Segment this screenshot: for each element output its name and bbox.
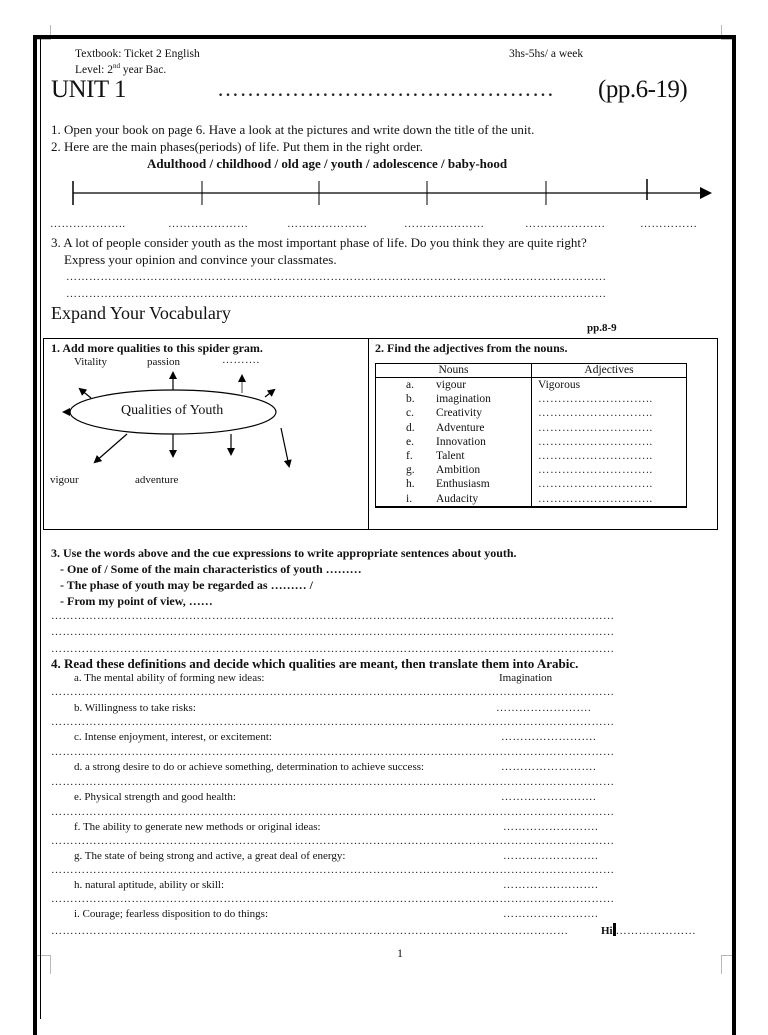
timeline-blank-6[interactable]: ……………: [640, 218, 698, 230]
timeline-blank-1[interactable]: ………………..: [50, 218, 126, 230]
adjective-blank[interactable]: ………………………..: [538, 450, 653, 463]
spider-gram-diagram: [60, 370, 310, 475]
spider-label-vitality: Vitality: [74, 356, 107, 368]
sentence-answer-line-1[interactable]: …………………………………………………………………………………………………………………………………: [51, 610, 615, 622]
definition-g: g. The state of being strong and active, a great deal of energy:: [74, 850, 346, 862]
spider-label-passion: passion: [147, 356, 180, 368]
last-translation-line[interactable]: [51, 923, 711, 937]
translation-line-b[interactable]: …………………………………………………………………………………………………………………………………: [51, 716, 615, 728]
question-2: 2. Here are the main phases(periods) of life. Put them in the right order.: [51, 139, 423, 154]
textbook-label: Textbook: Ticket 2 English: [75, 48, 200, 60]
translation-line-d[interactable]: …………………………………………………………………………………………………………………………………: [51, 776, 615, 788]
adjectives-header: Adjectives: [532, 364, 687, 378]
definition-b: b. Willingness to take risks:: [74, 702, 196, 714]
definition-g-answer[interactable]: …………………….: [503, 850, 599, 862]
spider-label-vigour: vigour: [50, 474, 79, 486]
spider-gram-center-label: Qualities of Youth: [121, 403, 224, 418]
translation-line-g[interactable]: …………………………………………………………………………………………………………………………………: [51, 864, 615, 876]
level-suffix: year Bac.: [120, 63, 167, 76]
page-border-inner-line: [40, 39, 41, 1019]
definition-b-answer[interactable]: …………………….: [496, 702, 592, 714]
life-timeline: [60, 176, 720, 212]
definition-a: a. The mental ability of forming new ideas:: [74, 672, 265, 684]
adjective-blank[interactable]: ………………………..: [538, 464, 653, 477]
spider-label-adventure: adventure: [135, 474, 179, 486]
translation-line-a[interactable]: …………………………………………………………………………………………………………………………………: [51, 686, 615, 698]
sentence-answer-line-3[interactable]: …………………………………………………………………………………………………………………………………: [51, 643, 615, 655]
nouns-column: [376, 378, 532, 507]
definition-e: e. Physical strength and good health:: [74, 791, 236, 803]
typed-text: Hi: [601, 925, 613, 937]
definition-e-answer[interactable]: …………………….: [501, 791, 597, 803]
sentences-instruction: 3. Use the words above and the cue expressions to write appropriate sentences about youth.: [51, 546, 517, 560]
last-line-dots-before: ………………………………………………………………………………………………………………………: [51, 925, 569, 937]
sentence-answer-line-2[interactable]: …………………………………………………………………………………………………………………………………: [51, 626, 615, 638]
noun-row: b. imagination: [406, 393, 491, 406]
adjectives-instruction: 2. Find the adjectives from the nouns.: [375, 341, 568, 355]
definition-i-answer[interactable]: …………………….: [503, 908, 599, 920]
definition-c: c. Intense enjoyment, interest, or excitement:: [74, 731, 272, 743]
timeline-blank-5[interactable]: …………………: [525, 218, 606, 230]
level-prefix: Level: 2: [75, 63, 113, 76]
life-phases-list: Adulthood / childhood / old age / youth / adolescence / baby-hood: [147, 156, 508, 171]
opinion-answer-line-2[interactable]: ……………………………………………………………………………………………………………………………: [66, 288, 607, 300]
translation-line-e[interactable]: …………………………………………………………………………………………………………………………………: [51, 806, 615, 818]
timeline-blank-4[interactable]: …………………: [404, 218, 485, 230]
timeline-blank-3[interactable]: …………………: [287, 218, 368, 230]
spider-gram-instruction: 1. Add more qualities to this spider gram.: [51, 341, 263, 355]
noun-row: e. Innovation: [406, 435, 486, 448]
timeline-blank-2[interactable]: …………………: [168, 218, 249, 230]
question-3: 3. A lot of people consider youth as the most important phase of life. Do you think they are quite right?: [51, 235, 587, 250]
adjective-answer: Vigorous: [538, 379, 581, 391]
definition-d: d. a strong desire to do or achieve something, determination to achieve success:: [74, 761, 425, 773]
definition-a-answer: Imagination: [499, 672, 553, 684]
cue-expression-3: - From my point of view, ……: [60, 594, 213, 608]
noun-row: a. vigour: [406, 379, 467, 391]
vocabulary-box-divider: [368, 338, 369, 530]
noun-row: h. Enthusiasm: [406, 478, 490, 491]
nouns-header: Nouns: [376, 364, 532, 378]
adjective-blank[interactable]: ………………………..: [538, 421, 653, 434]
hours-label: 3hs-5hs/ a week: [509, 48, 584, 60]
adjective-blank[interactable]: ………………………..: [538, 407, 653, 420]
vocabulary-title: Expand Your Vocabulary: [51, 303, 231, 323]
cue-expression-2: - The phase of youth may be regarded as ……… /: [60, 578, 313, 592]
question-3-continued: Express your opinion and convince your classmates.: [64, 252, 337, 267]
unit-title-blank[interactable]: ………………………………………: [217, 76, 555, 101]
level-sup: nd: [113, 62, 120, 70]
adjective-blank[interactable]: ………………………..: [538, 478, 653, 491]
noun-row: g. Ambition: [406, 464, 481, 477]
adjective-blank[interactable]: ………………………..: [538, 393, 653, 406]
noun-row: i. Audacity: [406, 492, 479, 505]
definition-f: f. The ability to generate new methods or original ideas:: [74, 821, 321, 833]
noun-row: f. Talent: [406, 450, 465, 463]
page-number: 1: [397, 946, 403, 960]
definition-f-answer[interactable]: …………………….: [503, 821, 599, 833]
last-line-dots-after: …………………: [615, 925, 697, 937]
definition-d-answer[interactable]: …………………….: [501, 761, 597, 773]
spider-label-blank[interactable]: ……….: [222, 354, 260, 366]
definition-h: h. natural aptitude, ability or skill:: [74, 879, 224, 891]
noun-row: c. Creativity: [406, 407, 482, 420]
opinion-answer-line-1[interactable]: ……………………………………………………………………………………………………………………………: [66, 271, 607, 283]
translation-line-c[interactable]: …………………………………………………………………………………………………………………………………: [51, 746, 615, 758]
definition-c-answer[interactable]: …………………….: [501, 731, 597, 743]
cue-expression-1: - One of / Some of the main characteristics of youth ………: [60, 562, 362, 576]
definitions-instruction: 4. Read these definitions and decide which qualities are meant, then translate them into Arabic.: [51, 656, 579, 671]
translation-line-h[interactable]: …………………………………………………………………………………………………………………………………: [51, 893, 615, 905]
vocabulary-pages: pp.8-9: [587, 322, 617, 334]
level-label: [75, 62, 166, 76]
question-1: 1. Open your book on page 6. Have a look at the pictures and write down the title of the unit.: [51, 122, 535, 137]
adjective-blank[interactable]: ………………………..: [538, 492, 653, 505]
nouns-adjectives-table: [375, 363, 687, 508]
unit-title: UNIT 1: [51, 76, 127, 103]
adjectives-column: [532, 378, 687, 507]
noun-row: d. Adventure: [406, 421, 485, 434]
unit-pages: (pp.6-19): [598, 76, 688, 103]
definition-i: i. Courage; fearless disposition to do things:: [74, 908, 269, 920]
definition-h-answer[interactable]: …………………….: [503, 879, 599, 891]
adjective-blank[interactable]: ………………………..: [538, 435, 653, 448]
translation-line-f[interactable]: …………………………………………………………………………………………………………………………………: [51, 835, 615, 847]
